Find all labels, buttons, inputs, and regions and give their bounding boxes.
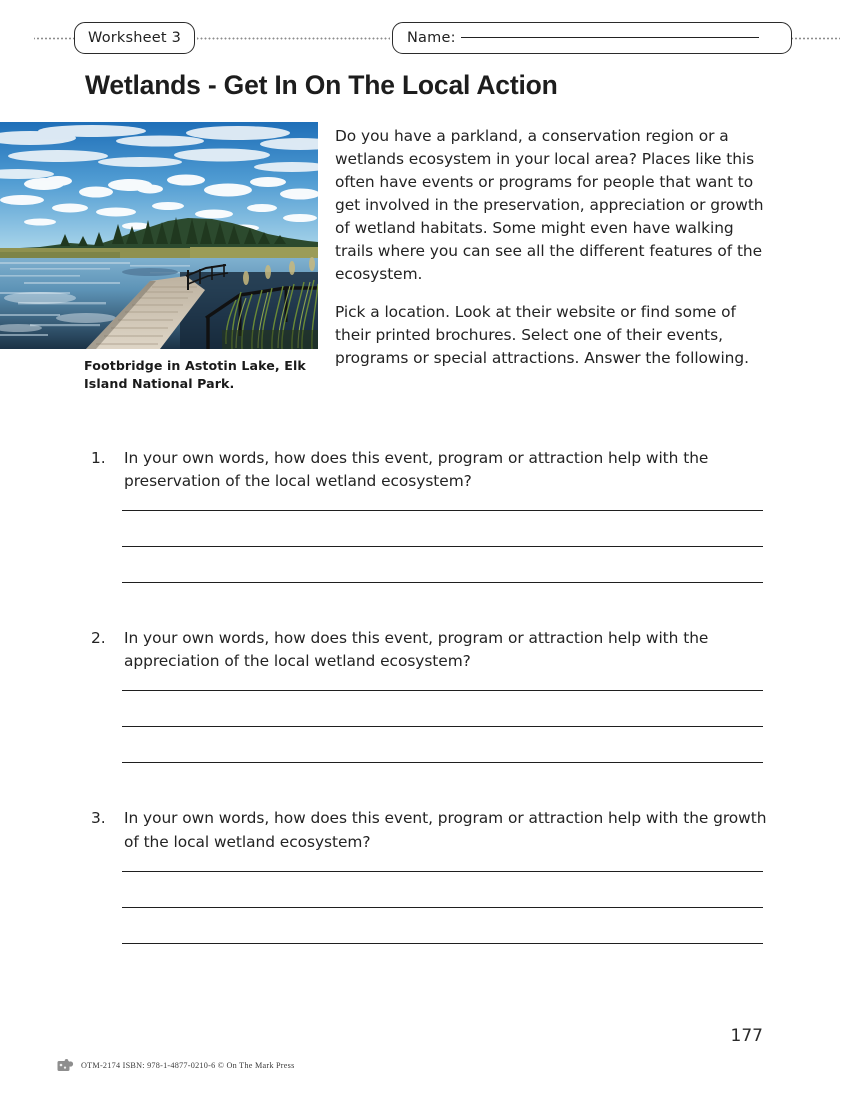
- page-footer: [0, 1020, 850, 1100]
- question-text-3: In your own words, how does this event, program or attraction help with the growth of the local wetland ecosystem?: [124, 809, 767, 851]
- publisher-logo-icon: [57, 1058, 74, 1072]
- answer-line[interactable]: [122, 871, 763, 872]
- dotted-rule-right: [792, 37, 840, 40]
- wetland-photo: [0, 122, 318, 349]
- question-block-1: [0, 447, 850, 583]
- answer-line[interactable]: [122, 510, 763, 511]
- answer-line[interactable]: [122, 546, 763, 547]
- answer-lines-2[interactable]: [0, 673, 850, 763]
- name-input-line[interactable]: [461, 37, 759, 38]
- question-block-3: [0, 807, 850, 943]
- wetland-photo-illustration: [0, 122, 318, 349]
- question-row-2: [0, 627, 850, 673]
- photo-caption: Footbridge in Astotin Lake, Elk Island National Park.: [84, 358, 306, 391]
- question-text-1: In your own words, how does this event, program or attraction help with the preservation of the local wetland ecosystem?: [124, 449, 709, 491]
- intro-paragraph-1: Do you have a parkland, a conservation region or a wetlands ecosystem in your local area? Places like this often have events or programs for people that want to get involved in the preservation, appreciation or growth of wetland habitats. Some might even have walking trails where you can see all the different features of the ecosystem.: [335, 127, 764, 283]
- answer-line[interactable]: [122, 907, 763, 908]
- questions-section: [0, 447, 850, 944]
- name-field-box[interactable]: [392, 22, 792, 54]
- dotted-rule-left: [34, 37, 74, 40]
- answer-line[interactable]: [122, 762, 763, 763]
- worksheet-number-box: [74, 22, 195, 54]
- worksheet-header-bar: [0, 18, 850, 58]
- answer-line[interactable]: [122, 690, 763, 691]
- page-number: 177: [730, 1026, 763, 1046]
- dotted-rule-middle: [197, 37, 390, 40]
- answer-lines-1[interactable]: [0, 493, 850, 583]
- question-spacer: [0, 583, 850, 627]
- question-row-3: [0, 807, 850, 853]
- question-text-2: In your own words, how does this event, program or attraction help with the appreciation of the local wetland ecosystem?: [124, 629, 709, 671]
- answer-line[interactable]: [122, 582, 763, 583]
- answer-line[interactable]: [122, 943, 763, 944]
- question-number-2: 2.: [91, 629, 106, 648]
- answer-line[interactable]: [122, 726, 763, 727]
- footer-credit-line: [57, 1058, 295, 1072]
- answer-lines-3[interactable]: [0, 854, 850, 944]
- question-row-1: [0, 447, 850, 493]
- question-number-3: 3.: [91, 809, 106, 828]
- intro-paragraph-2: Pick a location. Look at their website or find some of their printed brochures. Select one of their events, programs or special attractions. Answer the following.: [335, 302, 749, 367]
- question-spacer: [0, 763, 850, 807]
- intro-text-block: [335, 125, 767, 370]
- footer-credit-text: OTM-2174 ISBN: 978-1-4877-0210-6 © On The Mark Press: [81, 1060, 295, 1070]
- page-title: Wetlands - Get In On The Local Action: [85, 70, 558, 100]
- name-label: Name:: [407, 30, 456, 46]
- question-number-1: 1.: [91, 449, 106, 467]
- question-block-2: [0, 627, 850, 763]
- worksheet-label: Worksheet 3: [88, 30, 182, 46]
